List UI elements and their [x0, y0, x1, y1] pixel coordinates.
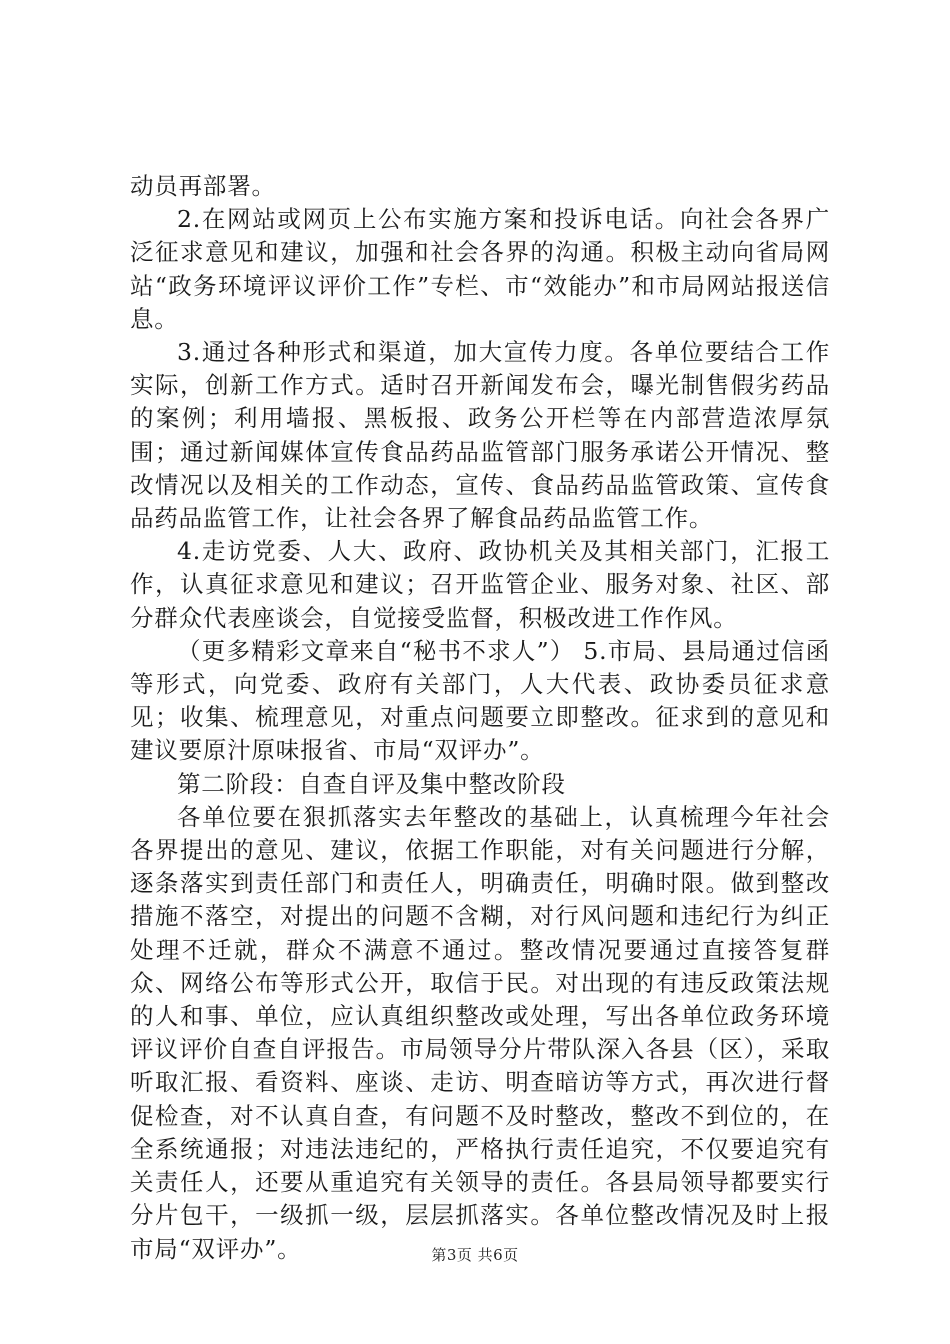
paragraph-3: 3.通过各种形式和渠道，加大宣传力度。各单位要结合工作实际，创新工作方式。适时召开新闻发布会，曝光制售假劣药品的案例；利用墙报、黑板报、政务公开栏等在内部营造浓厚氛围；通过新闻媒体宣传食品药品监管部门服务承诺公开情况、整改情况以及相关的工作动态，宣传、食品药品监管政策、宣传食品药品监管工作，让社会各界了解食品药品监管工作。	[130, 338, 830, 533]
paragraph-1: 动员再部署。	[130, 172, 276, 200]
page-number-footer: 第3页 共6页	[431, 1246, 519, 1264]
document-body	[130, 170, 830, 1266]
paragraph-5: （更多精彩文章来自“秘书不求人”） 5.市局、县局通过信函等形式，向党委、政府有关部门，人大代表、政协委员征求意见；收集、梳理意见，对重点问题要立即整改。征求到的意见和建议要原汁原味报省、市局“双评办”。	[130, 636, 830, 765]
paragraph-2: 2.在网站或网页上公布实施方案和投诉电话。向社会各界广泛征求意见和建议，加强和社会各界的沟通。积极主动向省局网站“政务环境评议评价工作”专栏、市“效能办”和市局网站报送信息。	[130, 205, 830, 333]
section-heading: 第二阶段：自查自评及集中整改阶段	[177, 769, 566, 798]
paragraph-4: 4.走访党委、人大、政府、政协机关及其相关部门，汇报工作，认真征求意见和建议；召开监管企业、服务对象、社区、部分群众代表座谈会，自觉接受监督，积极改进工作作风。	[130, 537, 830, 632]
paragraph-6: 各单位要在狠抓落实去年整改的基础上，认真梳理今年社会各界提出的意见、建议，依据工作职能，对有关问题进行分解，逐条落实到责任部门和责任人，明确责任，明确时限。做到整改措施不落空，对提出的问题不含糊，对行风问题和违纪行为纠正处理不迁就，群众不满意不通过。整改情况要通过直接答复群众、网络公布等形式公开，取信于民。对出现的有违反政策法规的人和事、单位，应认真组织整改或处理，写出各单位政务环境评议评价自查自评报告。市局领导分片带队深入各县（区），采取听取汇报、看资料、座谈、走访、明查暗访等方式，再次进行督促检查，对不认真自查，有问题不及时整改，整改不到位的，在全系统通报；对违法违纪的，严格执行责任追究，不仅要追究有关责任人，还要从重追究有关领导的责任。各县局领导都要实行分片包干，一级抓一级，层层抓落实。各单位整改情况及时上报市局“双评办”。	[130, 802, 830, 1263]
